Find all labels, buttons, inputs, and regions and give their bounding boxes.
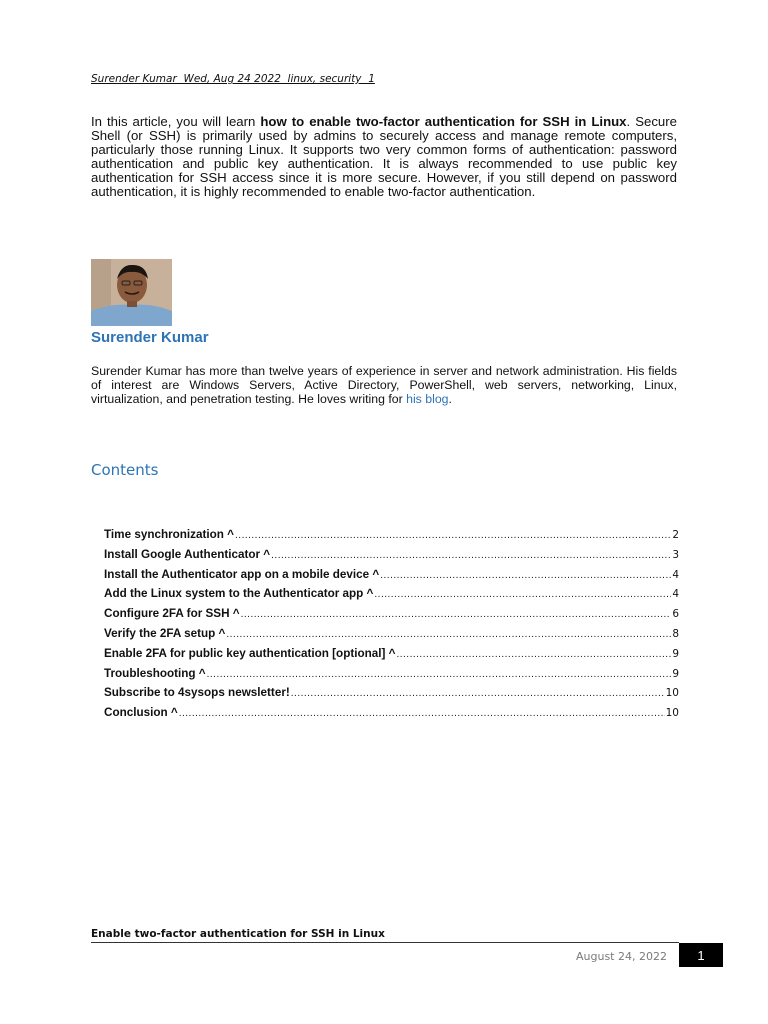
author-photo: [91, 259, 172, 326]
article-meta: Surender Kumar Wed, Aug 24 2022 linux, security 1: [91, 73, 375, 85]
toc-item-title[interactable]: Install Google Authenticator ^: [104, 547, 271, 561]
toc-item[interactable]: [104, 547, 679, 567]
toc-item-page: 10: [665, 707, 679, 720]
toc-item[interactable]: [104, 705, 679, 725]
intro-lead: In this article, you will learn: [91, 114, 261, 129]
toc-leader: [235, 528, 671, 544]
toc-item-page: 6: [672, 608, 679, 621]
toc-item-page: 3: [672, 548, 679, 561]
toc-item[interactable]: [104, 606, 679, 626]
toc-item-page: 2: [672, 529, 679, 541]
toc-item[interactable]: [104, 586, 679, 606]
toc-item[interactable]: [104, 685, 679, 705]
footer-divider: [91, 942, 679, 943]
page-number: 1: [679, 943, 723, 967]
toc-item-page: 8: [672, 627, 679, 640]
toc-item-page: 9: [672, 667, 679, 680]
toc-leader: [226, 627, 671, 643]
bio-text: Surender Kumar has more than twelve years of experience in server and network administration. His fields of interest are Windows Servers, Active Directory, PowerShell, web servers, networking, Linux, virtualization, and penetration testing. He loves writing for: [91, 364, 677, 406]
toc-item-title[interactable]: Add the Linux system to the Authenticator app ^: [104, 587, 374, 601]
author-name: Surender Kumar: [91, 329, 209, 346]
toc-item-title[interactable]: Install the Authenticator app on a mobile device ^: [104, 567, 380, 581]
toc-leader: [179, 706, 665, 722]
toc-leader: [241, 607, 672, 623]
toc-item-title[interactable]: Configure 2FA for SSH ^: [104, 607, 240, 621]
toc-item[interactable]: [104, 527, 679, 547]
toc-leader: [271, 548, 671, 564]
toc-leader: [207, 667, 672, 683]
toc-item-title[interactable]: Conclusion ^: [104, 706, 178, 720]
intro-paragraph: [91, 115, 677, 199]
toc-item[interactable]: [104, 567, 679, 587]
toc-item-title[interactable]: Time synchronization ^: [104, 528, 235, 541]
footer-title: Enable two-factor authentication for SSH in Linux: [91, 928, 385, 940]
toc-item[interactable]: [104, 666, 679, 686]
blog-link[interactable]: his blog: [406, 392, 449, 406]
toc-item-page: 9: [672, 647, 679, 660]
footer-date: August 24, 2022: [576, 950, 667, 963]
toc-item-page: 4: [672, 588, 679, 601]
contents-heading: Contents: [91, 461, 159, 479]
toc-leader: [291, 686, 665, 702]
author-bio: [91, 364, 677, 406]
bio-end: .: [448, 392, 452, 406]
toc-leader: [380, 568, 671, 584]
toc-item-page: 10: [665, 687, 679, 700]
toc-item-page: 4: [672, 568, 679, 581]
toc-item-title[interactable]: Verify the 2FA setup ^: [104, 626, 226, 640]
toc-leader: [396, 647, 671, 663]
toc-item-title[interactable]: Subscribe to 4sysops newsletter!: [104, 686, 290, 700]
toc-item-title[interactable]: Enable 2FA for public key authentication [optional] ^: [104, 646, 396, 660]
toc-leader: [374, 587, 671, 603]
table-of-contents: [104, 527, 679, 725]
toc-item-title[interactable]: Troubleshooting ^: [104, 666, 206, 680]
intro-rest: . Secure Shell (or SSH) is primarily used by admins to securely access and manage remote computers, particularly those running Linux. It supports two very common forms of authentication: password authentication and public key authentication. It is always recommended to use public key authentication for SSH access since it is more secure. However, if you still depend on password authentication, it is highly recommended to enable two-factor authentication.: [91, 114, 677, 199]
intro-bold: how to enable two-factor authentication for SSH in Linux: [260, 114, 627, 129]
toc-item[interactable]: [104, 646, 679, 666]
toc-item[interactable]: [104, 626, 679, 646]
